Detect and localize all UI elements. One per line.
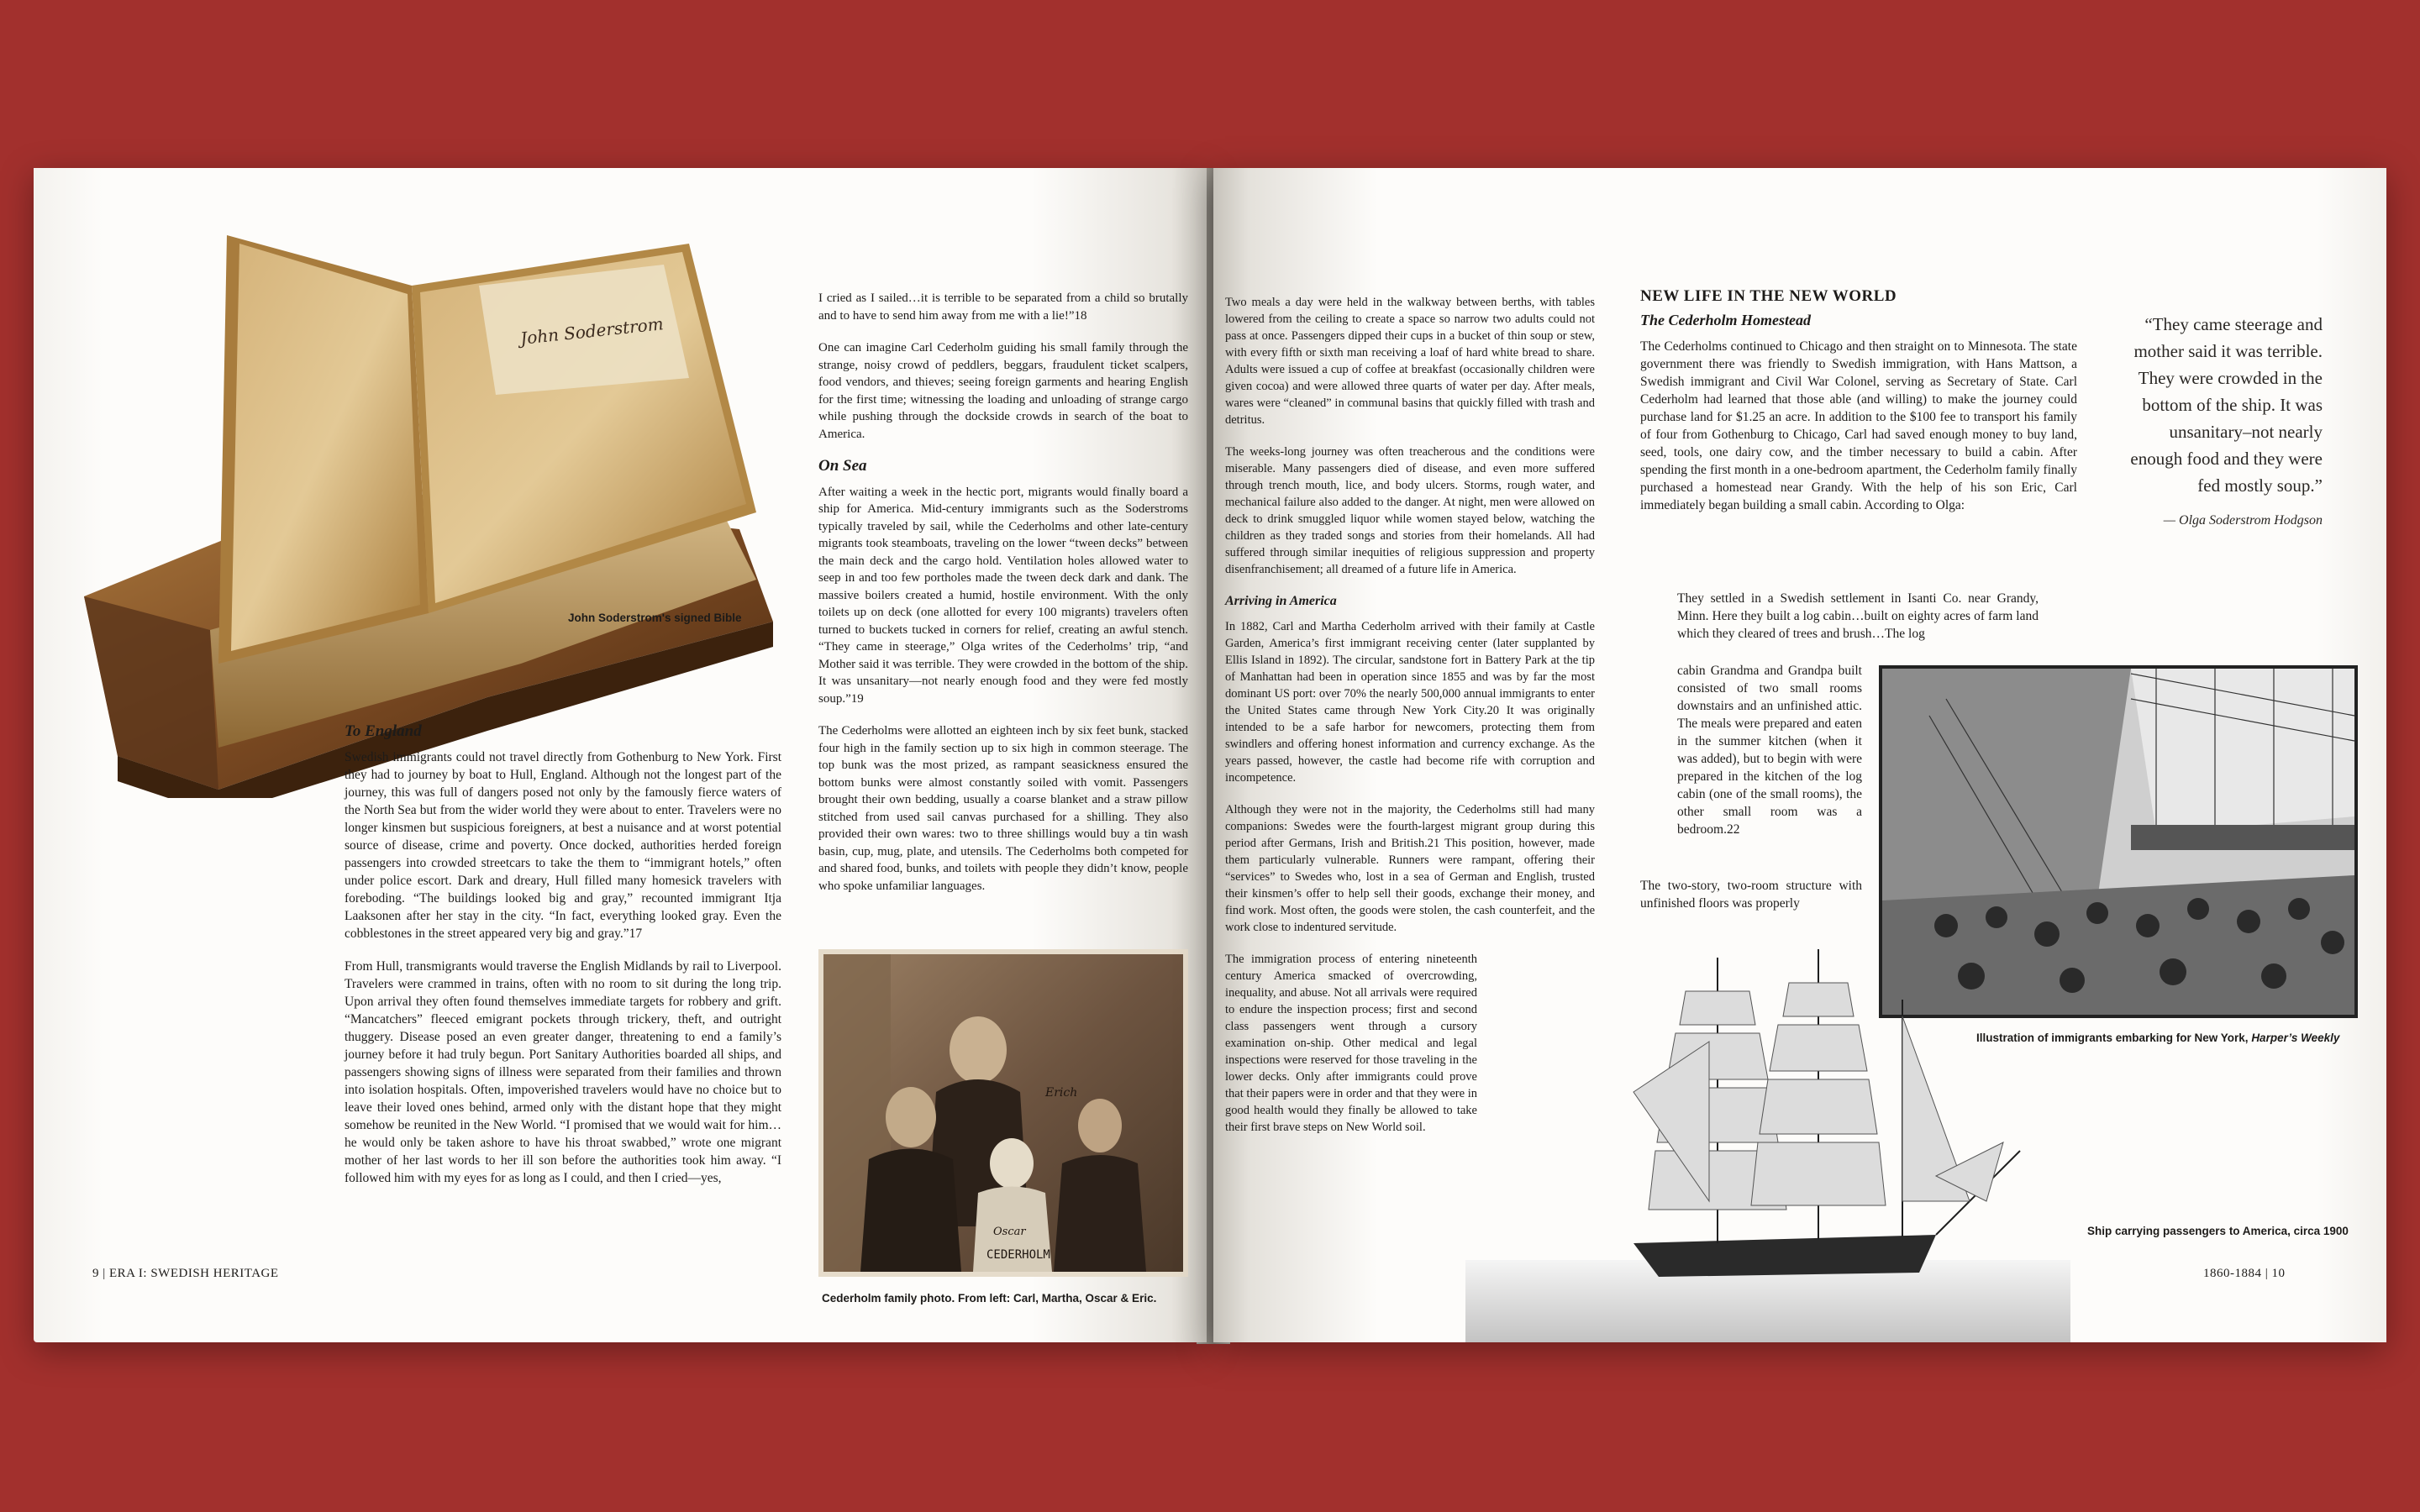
companions-paragraph: Although they were not in the majority, the Cederholms still had many companions: Swedes were the fourth-largest migrant group during this period after Germans, Irish and British.21 This position, however, made them particularly vulnerable. Runners were rampant, offering their “services” to Swedes who, lost in a sea of German and English, trusted their kinsmen’s offer to help sell their goods, exchange their money, and find work. Most often, the goods were stolen, the cash counterfeit, and the work close to indentured servitude. [1225,803,1595,934]
right-column-2 [1640,287,2077,529]
on-sea-paragraph-2: The Cederholms were allotted an eighteen inch by six feet bunk, stacked four high in the family section up to six high in common steerage. The top bunk was the most prized, as rampant seasickness ensured the bottom bunks were almost constantly soiled with vomit. Passengers brought their own bedding, usually a coarse blanket and a straw pillow stitched from used sail canvas purchased for a shilling. They also provided their own wares: two to three shillings would buy a tin wash basin, cup, mug, plate, and utensils. The Cederholms both competed for and shared food, bunks, and toilets with people they didn’t know, people who spoke unfamiliar languages. [818,724,1188,893]
bible-inscription: John Soderstrom [519,313,665,349]
journey-paragraph: The weeks-long journey was often treacherous and the conditions were miserable. Many passengers died of disease, and even more suffered through trench mouth, lice, and body ulcers. Storms, rough water, and mechanical failure also added to the danger. At night, men were allowed on deck to drink smuggled liquor while women stayed below, watching the children as they traded songs and stories from their homelands. All had suffered through similar inequities of religious suppression and property disenfranchisement; all dreamed of a future life in America. [1225,445,1595,576]
column2-paragraph-1: I cried as I sailed…it is terrible to be separated from a child so brutally and to have to send him away from me with a lie!”18 [818,291,1188,323]
family-photo-caption: Cederholm family photo. From left: Carl, Martha, Oscar & Eric. [822,1292,1157,1305]
arriving-heading: Arriving in America [1225,594,1337,608]
section-title: NEW LIFE IN THE NEW WORLD [1640,287,1897,305]
photo-label-surname: CEDERHOLM [986,1248,1050,1262]
on-sea-heading: On Sea [818,457,867,475]
engraving-caption-source: Harper’s Weekly [2251,1032,2340,1044]
to-england-paragraph-1: Swedish immigrants could not travel directly from Gothenburg to New York. First they had to journey by boat to Hull, England. Although not the longest part of the journey, this was full of dangers posed not only by the famously fierce waters of the North Sea but from the wider world they were about to enter. Travelers were no longer kinsmen but suspicious foreigners, at best a nuisance and at worst potential source of disease, crime and poverty. Once docked, authorities herded foreign passengers into crowded streetcars to take the them to “immigrant hotels,” often under police escort. Dark and dreary, Hull filled many homesick travelers with foreboding. “The buildings looked big and gray,” recounted immigrant Itja Laaksonen after her stay in the city. “In fact, everything looked gray. Even the cobblestones in the street appeared very big and gray.”17 [345,750,781,941]
to-england-heading: To England [345,722,422,740]
photo-label-oscar: Oscar [993,1226,1026,1238]
right-page [1213,168,2386,1342]
family-photo [818,949,1188,1277]
left-page [34,168,1207,1342]
right-folio: 1860-1884 | 10 [2203,1267,2286,1280]
castle-garden-paragraph: In 1882, Carl and Martha Cederholm arrived with their family at Castle Garden, America’s first immigrant receiving center (later supplanted by Ellis Island in 1892). The circular, sandstone fort in Battery Park at the tip of Manhattan had been in operation since 1855 and was by far the most dominant US port: over 70% the nearly 500,000 annual immigrants to enter the United States came through New York City.20 It was originally intended to be a safe harbor for newcomers, protecting them from swindlers and offering honest information and currency exchange. As the years passed, however, the castle had become rife with corruption and incompetence. [1225,620,1595,785]
block-quote-narrow: cabin Grandma and Grandpa built consisted of two small rooms downstairs and an unfinished attic. The meals were prepared and eaten in the summer kitchen (when it was added), but to begin with were prepared in the kitchen of the log cabin (one of the small rooms), the other small room was a bedroom.22 [1677,664,1862,837]
bible-image [84,227,807,798]
subsection-title: The Cederholm Homestead [1640,312,1811,328]
meals-paragraph: Two meals a day were held in the walkway between berths, with tables lowered from the ceiling to create a space so narrow two adults could not pass at once. Passengers dipped their cups in a bucket of thin soup or stew, with every fifth or sixth man receiving a loaf of hard white bread to share. Adults were issued a cup of coffee at breakfast (occasionally children were given cocoa) and were allowed three quarts of water per day. After meals, wares were “cleaned” in communal basins that quickly filled with trash and detritus. [1225,296,1595,427]
pull-quote-attribution: — Olga Soderstrom Hodgson [2163,513,2323,528]
pull-quote-text: “They came steerage and mother said it was terrible. They were crowded in the bottom of the ship. It was unsanitary–not nearly enough food and they were fed mostly soup.” [2130,314,2323,496]
block-quote-top: They settled in a Swedish settlement in Isanti Co. near Grandy, Minn. Here they built a log cabin…built on eighty acres of farm land which they cleared of trees and brush…The log [1677,591,2039,641]
left-column-2 [818,290,1188,910]
photo-label-erich: Erich [1045,1086,1078,1100]
homestead-paragraph-2: The two-story, two-room structure with unfinished floors was properly [1640,879,1862,911]
immigration-process-paragraph: The immigration process of entering nineteenth century America smacked of overcrowding, inequality, and abuse. Not all arrivals were required to endure the inspection process; first and second class passengers went through a cursory examination on-ship. Other medical and legal inspections were reserved for those traveling in the lower decks. Only after immigrants could prove that their papers were in order and that they were in good health would they finally be allowed to take their first brave steps on New World soil. [1225,953,1477,1134]
column2-paragraph-2: One can imagine Carl Cederholm guiding his small family through the strange, noisy crowd of peddlers, beggars, fraudulent ticket scalpers, food vendors, and thieves; seeing foreign garments and hearing English for the first time; witnessing the loading and unloading of strange cargo while pushing through the dockside crowds in search of the boat to America. [818,341,1188,441]
on-sea-paragraph-1: After waiting a week in the hectic port, migrants would finally board a ship for America. Mid-century immigrants such as the Soderstroms typically traveled by sail, while the Cederholms and other late-century migrants took steamboats, traveling on the lower “tween decks” between the main deck and the cargo hold. Ventilation holes allowed water to seep in and too few portholes made the tween deck dark and dank. The massive boilers created a humid, hostile environment. With the only toilets up on deck (one allotted for every 100 migrants) travelers often turned to buckets tucked in corners for relief, creating an awful stench. “They came in steerage,” Olga writes of the Cederholms’ trip, “and Mother said it was terrible. They were crowded in the bottom of the ship. It was unsanitary—not nearly enough food and they were fed mostly soup.”19 [818,485,1188,706]
to-england-paragraph-2: From Hull, transmigrants would traverse the English Midlands by rail to Liverpool. Travelers were crammed in trains, often with no room to sit during the long trip. Upon arrival they often found themselves immediate targets for robbery and grift. “Mancatchers” fleeced emigrant pockets through trickery, theft, and outright thuggery. Disease posed an even greater danger, threatening to end a family’s journey before it had truly begun. Port Sanitary Authorities boarded all ships, and passengers showing signs of illness were separated from their families and thrown into isolation hospitals. Often, impoverished travelers would have no choice but to leave their loved ones behind, armed only with the distant hope that they might somehow be reunited in the New World. “I promised that we would wait for him…he would only be taken ashore to have his throat swabbed,” wrote one migrant mother of her last words to her ill son before the authorities took him away. “I followed him with my eyes for as long as I could, and then I cried—yes, [345,959,781,1185]
ship-caption: Ship carrying passengers to America, circa 1900 [2087,1225,2349,1237]
sailing-ship-image [1465,924,2070,1342]
pull-quote [2129,311,2323,534]
left-column-1 [345,722,781,1202]
engraving-caption-text: Illustration of immigrants embarking for New York, [1976,1032,2252,1044]
left-folio: 9 | ERA I: SWEDISH HERITAGE [92,1267,279,1280]
bible-caption: John Soderstrom's signed Bible [568,612,742,624]
homestead-paragraph: The Cederholms continued to Chicago and then straight on to Minnesota. The state government there was friendly to Swedish immigration, with Hans Mattson, a Swedish immigrant and Civil War Colonel, serving as Secretary of State. Carl Cederholm had learned that those able (and willing) to make the journey could purchase land for $1.25 an acre. In addition to the $100 fee to transport his family of four from Gothenburg to Chicago, Carl had saved enough money to buy land, seed, tools, one dairy cow, and the timber necessary to build a cabin. After spending the first month in a one-bedroom apartment, the Cederholm family finally purchased a homestead near Grandy. With the help of his son Eric, Carl immediately began building a small cabin. According to Olga: [1640,339,2077,512]
